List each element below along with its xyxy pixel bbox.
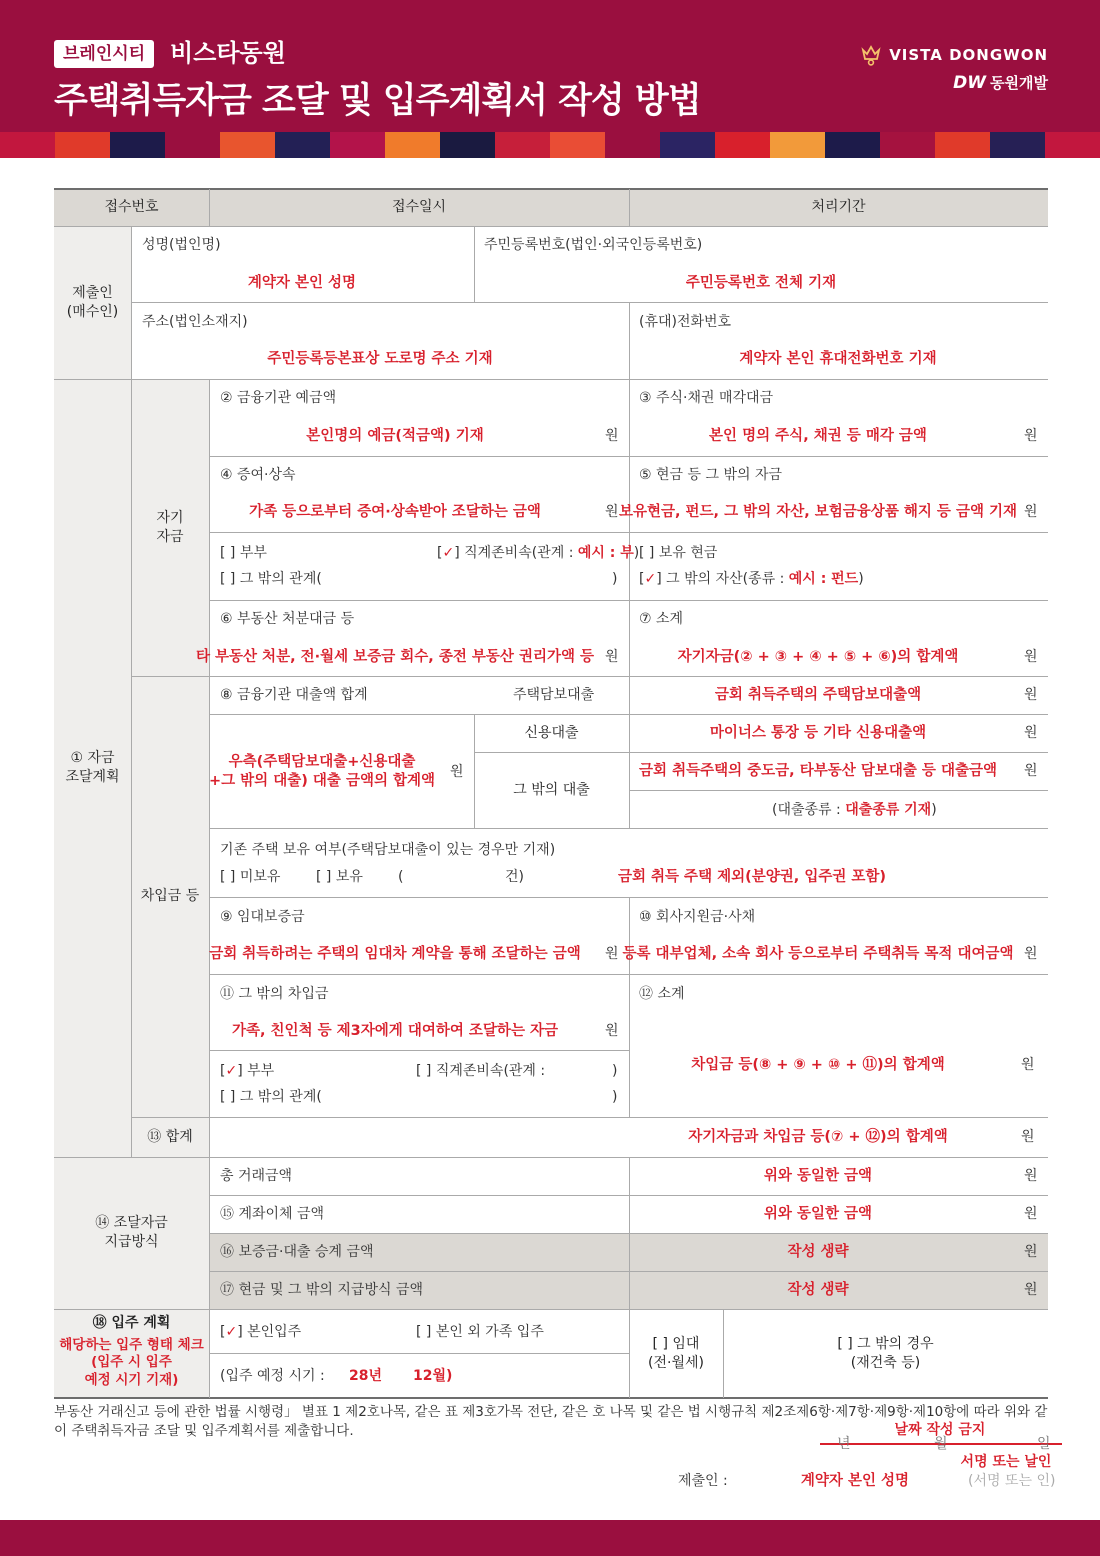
credit-loan-value[interactable]: 마이너스 통장 등 기타 신용대출액 — [709, 725, 927, 741]
submitter-sign-name[interactable]: 계약자 본인 성명 — [800, 1473, 910, 1489]
bracket-open: [ — [220, 1324, 226, 1340]
check-icon: ✓ — [644, 571, 657, 587]
lease-option[interactable]: [ ] 임대 (전·월세) — [648, 1335, 704, 1371]
succession-amount-label: ⑯ 보증금·대출 승계 금액 — [220, 1244, 374, 1260]
total-transaction-label: 총 거래금액 — [220, 1168, 293, 1184]
credit-loan-label: 신용대출 — [524, 724, 579, 741]
page-title: 주택취득자금 조달 및 입주계획서 작성 방법 — [54, 81, 701, 121]
lease-deposit-value[interactable]: 금회 취득하려는 주택의 임대차 계약을 통해 조달하는 금액 — [209, 946, 581, 962]
signature-note: 서명 또는 날인 — [960, 1454, 1052, 1470]
submitter-section-label: 제출인 (매수인) — [66, 284, 119, 320]
self-move-in-option[interactable] — [220, 1324, 301, 1341]
asset-type-label: ] 그 밖의 자산(종류 : — [656, 571, 785, 587]
company-loan-value[interactable]: 등록 대부업체, 소속 회사 등으로부터 주택취득 목적 대여금액 — [622, 946, 1014, 962]
gift-value[interactable]: 가족 등으로부터 증여·상속받아 조달하는 금액 — [249, 504, 541, 520]
borrowed-funds-label: 차입금 등 — [140, 888, 200, 905]
own-subtotal-label: ⑦ 소계 — [639, 611, 684, 627]
stock-value[interactable]: 본인 명의 주식, 채권 등 매각 금액 — [709, 428, 927, 444]
deposit-value[interactable]: 본인명의 예금(적금액) 기재 — [306, 428, 484, 444]
signature-seal-placeholder[interactable]: (서명 또는 인) — [968, 1473, 1056, 1489]
won-unit: 원 — [605, 1023, 619, 1039]
company-loan-label: ⑩ 회사지원금·사채 — [639, 909, 756, 925]
id-number-label: 주민등록번호(법인·외국인등록번호) — [484, 237, 703, 253]
other-asset-option[interactable] — [639, 571, 864, 588]
mortgage-label: 주택담보대출 — [513, 687, 595, 703]
receipt-date-header: 접수일시 — [391, 199, 447, 216]
no-house-option[interactable]: [ ] 미보유 — [220, 869, 281, 885]
spouse-label: ] 부부 — [237, 1063, 275, 1079]
won-unit: 원 — [605, 649, 619, 665]
bracket-open: [ — [220, 1063, 226, 1079]
bracket-close: ) — [612, 1063, 618, 1079]
realty-label: ⑥ 부동산 처분대금 등 — [220, 611, 355, 627]
address-label: 주소(법인소재지) — [142, 314, 248, 330]
cash-label: ⑤ 현금 등 그 밖의 자금 — [639, 467, 782, 483]
check-icon: ✓ — [225, 1063, 238, 1079]
won-unit: 원 — [1024, 946, 1038, 962]
bracket-close: ) — [858, 571, 864, 587]
cash-held-option[interactable]: [ ] 보유 현금 — [639, 545, 718, 561]
loan-type-value: 대출종류 기재 — [845, 802, 932, 818]
existing-house-label: 기존 주택 보유 여부(주택담보대출이 있는 경우만 기재) — [220, 842, 556, 858]
won-unit: 원 — [605, 428, 619, 444]
stock-label: ③ 주식·채권 매각대금 — [639, 390, 774, 406]
brand-name: VISTA DONGWON — [889, 46, 1048, 64]
phone-label: (휴대)전화번호 — [639, 314, 732, 330]
won-unit: 원 — [1024, 1244, 1038, 1260]
gift-other-relation-option[interactable]: [ ] 그 밖의 관계( — [220, 571, 322, 587]
move-in-month[interactable] — [413, 1368, 452, 1385]
bracket-close: ) — [633, 545, 640, 561]
transfer-amount-label: ⑮ 계좌이체 금액 — [220, 1206, 325, 1222]
won-unit: 원 — [605, 946, 619, 962]
processing-period-header: 처리기간 — [811, 199, 866, 216]
other-case-option[interactable]: [ ] 그 밖의 경우 (재건축 등) — [837, 1335, 934, 1371]
cash-value[interactable]: 보유현금, 펀드, 그 밖의 자산, 보험금융상품 해지 등 금액 기재 — [618, 504, 1018, 520]
bracket-open: [ — [437, 545, 443, 561]
submitter-sign-label: 제출인 : — [678, 1473, 728, 1489]
won-unit: 원 — [450, 764, 464, 780]
bracket-close: ) — [612, 1089, 618, 1105]
loan-subtotal-label: ⑫ 소계 — [639, 986, 685, 1002]
realty-value[interactable]: 타 부동산 처분, 전·월세 보증금 회수, 종전 부동산 권리가액 등 — [195, 649, 595, 665]
house-count-unit: 건) — [505, 869, 524, 885]
loan-type-field[interactable] — [772, 802, 937, 819]
won-unit: 원 — [1024, 763, 1038, 779]
won-unit: 원 — [1024, 1282, 1038, 1298]
borrow-other-relation-option[interactable]: [ ] 그 밖의 관계( — [220, 1089, 322, 1105]
bracket-close: ) — [612, 571, 618, 587]
funding-plan-section-label: ① 자금 조달계획 — [65, 750, 120, 785]
move-in-month-value: 12월) — [413, 1368, 453, 1384]
succession-amount-value[interactable]: 작성 생략 — [787, 1244, 849, 1260]
own-subtotal-value[interactable]: 자기자금(② + ③ + ④ + ⑤ + ⑥)의 합계액 — [677, 649, 959, 665]
project-badge: 브레인시티 — [54, 40, 154, 68]
gift-lineal-option[interactable] — [437, 545, 639, 562]
phone-value[interactable]: 계약자 본인 휴대전화번호 기재 — [739, 351, 937, 367]
moving-plan-note: 해당하는 입주 형태 체크 (입주 시 입주 예정 시기 기재) — [59, 1336, 204, 1388]
move-in-time-label: (입주 예정 시기 : — [220, 1368, 325, 1384]
total-transaction-value[interactable]: 위와 동일한 금액 — [763, 1168, 873, 1184]
bank-loan-value-line1[interactable]: 우측(주택담보대출+신용대출 — [228, 754, 416, 770]
self-move-in-label: ] 본인입주 — [237, 1324, 302, 1340]
loan-type-label: (대출종류 : — [772, 802, 841, 818]
move-in-year[interactable] — [349, 1368, 382, 1385]
gift-label: ④ 증여·상속 — [220, 467, 296, 483]
other-loan-value[interactable]: 금회 취득주택의 중도금, 타부동산 담보대출 등 대출금액 — [639, 763, 997, 779]
other-loan-label: 그 밖의 대출 — [513, 781, 590, 798]
address-value[interactable]: 주민등록등본표상 도로명 주소 기재 — [267, 351, 493, 367]
lineal-relation-example: 예시 : 부 — [577, 545, 634, 561]
loan-subtotal-value[interactable]: 차입금 등(⑧ + ⑨ + ⑩ + ⑪)의 합계액 — [691, 1057, 945, 1073]
won-unit: 원 — [1024, 649, 1038, 665]
declaration-text: 부동산 거래신고 등에 관한 법률 시행령」 별표 1 제2호나목, 같은 표 제3호가목 전단, 같은 호 나목 및 같은 법 시행규칙 제2조제6항·제7항·제9항·제10항에 따라 위와 같이 주택취득자금 조달 및 입주계획서를 제출합니다. — [54, 1404, 1048, 1439]
borrow-spouse-option[interactable] — [220, 1063, 274, 1080]
payment-method-section-label: ⑭ 조달자금 지급방식 — [95, 1215, 168, 1250]
check-icon: ✓ — [225, 1324, 238, 1340]
bank-loan-value-line2[interactable]: +그 밖의 대출) 대출 금액의 합계액 — [208, 773, 436, 789]
won-unit: 원 — [1024, 1206, 1038, 1222]
name-label: 성명(법인명) — [142, 237, 221, 253]
date-month: 월 — [934, 1436, 948, 1452]
won-unit: 원 — [1021, 1129, 1035, 1145]
existing-house-note: 금회 취득 주택 제외(분양권, 입주권 포함) — [617, 869, 887, 885]
moving-plan-label: ⑱ 입주 계획 — [92, 1314, 171, 1331]
date-year: 년 — [837, 1436, 851, 1452]
receipt-number-header: 접수번호 — [104, 199, 159, 216]
bank-loan-label: ⑧ 금융기관 대출액 합계 — [220, 687, 368, 703]
bracket-close: ) — [931, 802, 937, 818]
date-day: 일 — [1037, 1436, 1051, 1452]
house-count-open: ( — [398, 869, 404, 885]
family-move-in-option[interactable]: [ ] 본인 외 가족 입주 — [416, 1324, 544, 1340]
other-borrowing-value[interactable]: 가족, 친인척 등 제3자에게 대여하여 조달하는 자금 — [231, 1023, 559, 1039]
check-icon: ✓ — [442, 545, 455, 561]
cash-other-amount-value[interactable]: 작성 생략 — [787, 1282, 849, 1298]
total-value[interactable]: 자기자금과 차입금 등(⑦ + ⑫)의 합계액 — [688, 1129, 948, 1145]
transfer-amount-value[interactable]: 위와 동일한 금액 — [763, 1206, 873, 1222]
mortgage-value[interactable]: 금회 취득주택의 주택담보대출액 — [714, 687, 922, 703]
won-unit: 원 — [605, 504, 619, 520]
other-borrowing-label: ⑪ 그 밖의 차입금 — [220, 986, 329, 1002]
name-value[interactable]: 계약자 본인 성명 — [247, 275, 357, 291]
asset-type-example: 예시 : 펀드 — [788, 571, 859, 587]
won-unit: 원 — [1024, 428, 1038, 444]
lineal-relation-label: ] 직계존비속(관계 : — [454, 545, 574, 561]
move-in-year-value: 28년 — [349, 1368, 383, 1384]
total-label: ⑬ 합계 — [147, 1128, 193, 1145]
footer-band — [0, 1520, 1100, 1556]
won-unit: 원 — [1021, 1057, 1035, 1073]
dw-brand-name: 동원개발 — [990, 74, 1048, 92]
has-house-option[interactable]: [ ] 보유 — [316, 869, 363, 885]
lease-deposit-label: ⑨ 임대보증금 — [220, 909, 305, 925]
won-unit: 원 — [1024, 504, 1038, 520]
gift-spouse-option[interactable]: [ ] 부부 — [220, 545, 267, 561]
bracket-open: [ — [639, 571, 645, 587]
won-unit: 원 — [1024, 725, 1038, 741]
dw-logo-mark: DW — [953, 72, 987, 93]
won-unit: 원 — [1024, 687, 1038, 703]
project-subtitle: 비스타동원 — [170, 39, 286, 67]
won-unit: 원 — [1024, 1168, 1038, 1184]
date-warning-note: 날짜 작성 금지 — [894, 1422, 986, 1438]
deposit-label: ② 금융기관 예금액 — [220, 390, 337, 406]
own-funds-label: 자기 자금 — [156, 509, 184, 545]
id-number-value[interactable]: 주민등록번호 전체 기재 — [685, 275, 837, 291]
borrow-lineal-option[interactable]: [ ] 직계존비속(관계 : — [416, 1063, 546, 1079]
cash-other-amount-label: ⑰ 현금 및 그 밖의 지급방식 금액 — [220, 1282, 423, 1298]
